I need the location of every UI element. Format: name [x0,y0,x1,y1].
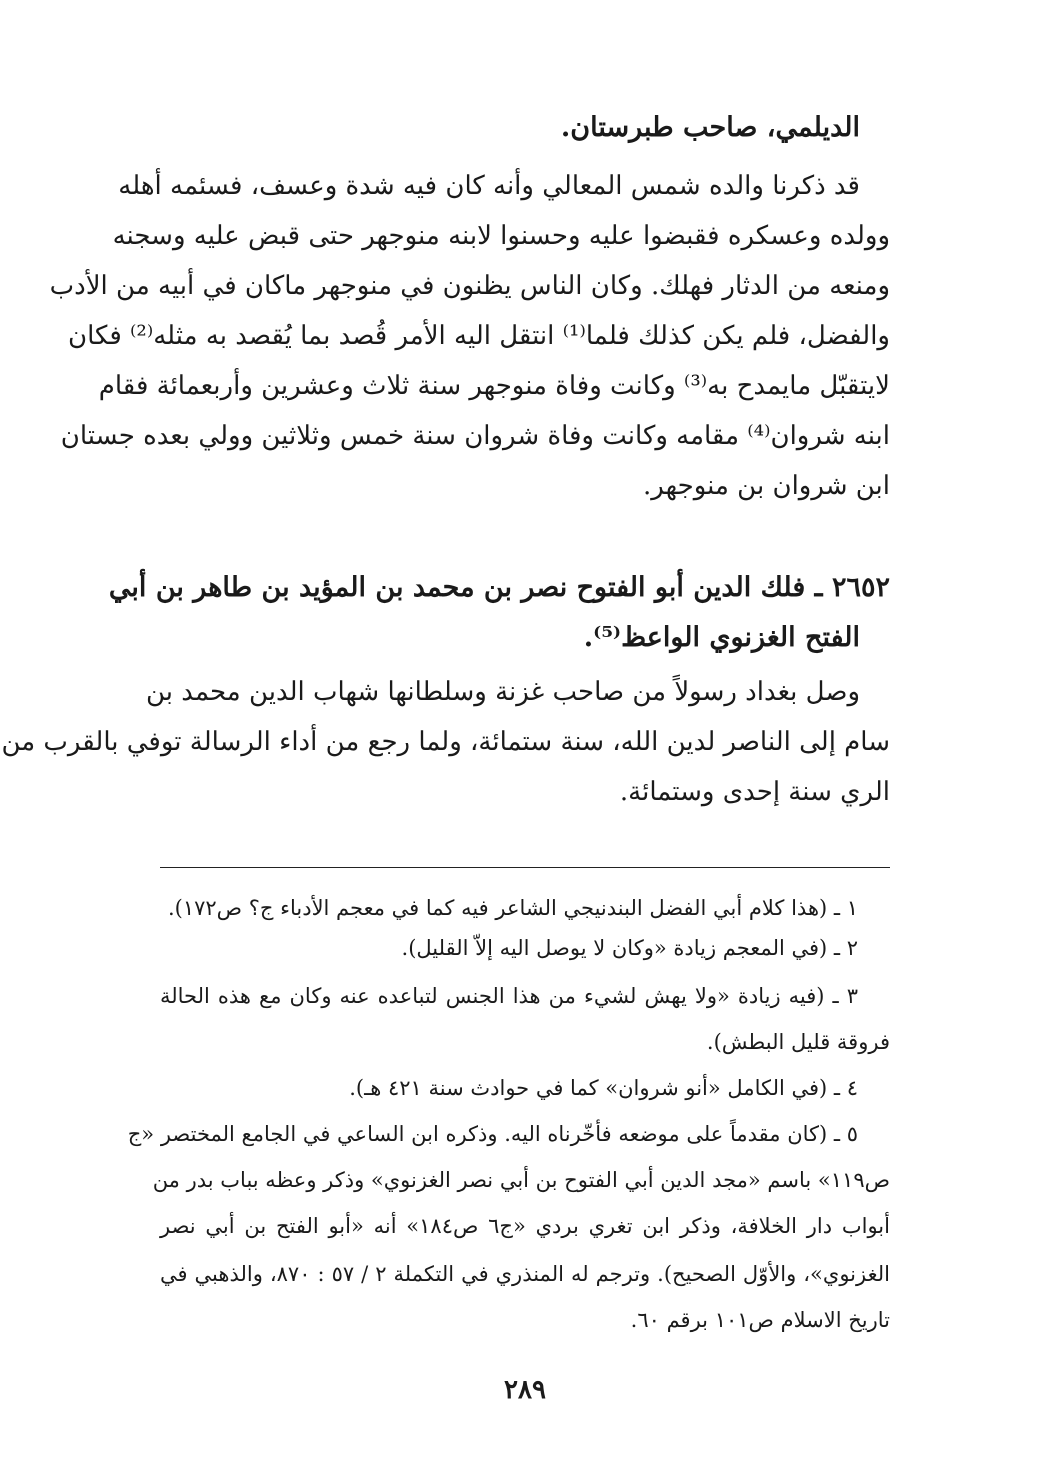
entry-heading: ٢٦٥٢ ـ فلك الدين أبو الفتوح نصر بن محمد بن المؤيد بن طاهر بن أبي [108,572,890,603]
footnote-separator [160,867,890,868]
body-line: لايتقبّل مايمدح به⁽³⁾ وكانت وفاة منوجهر سنة ثلاث وعشرين وأربعمائة فقام [98,371,890,401]
footnote-line: ١ ـ (هذا كلام أبي الفضل البندنيجي الشاعر فيه كما في معجم الأدباء ج؟ ص١٧٢). [167,896,858,920]
footnote-line: ص١١٩» باسم «مجد الدين أبي الفتوح بن أبي نصر الغزنوي» وذكر وعظه بباب بدر من [152,1168,890,1192]
body-line: وولده وعسكره فقبضوا عليه وحسنوا لابنه منوجهر حتى قبض عليه وسجنه [112,221,890,251]
footnote-line: فروقة قليل البطش). [706,1030,890,1054]
footnote-line: ٤ ـ (في الكامل «أنو شروان» كما في حوادث سنة ٤٢١ هـ). [349,1076,858,1100]
entry-title-continuation: الديلمي، صاحب طبرستان. [560,112,860,143]
footnote-line: تاريخ الاسلام ص١٠١ برقم ٦٠. [630,1308,890,1332]
body-line: قد ذكرنا والده شمس المعالي وأنه كان فيه شدة وعسف، فسئمه أهله [118,171,860,201]
footnote-line: ٥ ـ (كان مقدماً على موضعه فأخّرناه اليه. وذكره ابن الساعي في الجامع المختصر «ج [127,1122,858,1146]
body-line: سام إلى الناصر لدين الله، سنة ستمائة، ولما رجع من أداء الرسالة توفي بالقرب من [1,727,890,757]
footnote-line: الغزنوي»، والأوّل الصحيح). وترجم له المنذري في التكملة ٢ / ٥٧ : ٨٧٠، والذهبي في [160,1262,890,1286]
footnote-line: ٢ ـ (في المعجم زيادة «وكان لا يوصل اليه إلاّ القليل). [401,936,858,960]
body-line: ابن شروان بن منوجهر. [643,471,890,501]
footnote-line: ٣ ـ (فيه زيادة «ولا يهش لشيء من هذا الجنس لتباعده عنه وكان مع هذه الحالة [160,984,858,1008]
body-line: وصل بغداد رسولاً من صاحب غزنة وسلطانها شهاب الدين محمد بن [146,677,860,707]
footnote-line: أبواب دار الخلافة، وذكر ابن تغري بردي «ج٦ ص١٨٤» أنه «أبو الفتح بن أبي نصر [160,1214,890,1238]
body-line: ومنعه من الدثار فهلك. وكان الناس يظنون في منوجهر ماكان في أبيه من الأدب [49,271,890,301]
body-line: والفضل، فلم يكن كذلك فلما⁽¹⁾ انتقل اليه الأمر قُصد بما يُقصد به مثله⁽²⁾ فكان [67,321,890,351]
body-line: ابنه شروان⁽⁴⁾ مقامه وكانت وفاة شروان سنة خمس وثلاثين وولي بعده جستان [60,421,890,451]
body-line: الري سنة إحدى وستمائة. [619,777,890,807]
page-number: ٢٨٩ [504,1375,546,1405]
entry-heading: الفتح الغزنوي الواعظ⁽⁵⁾. [583,622,860,653]
